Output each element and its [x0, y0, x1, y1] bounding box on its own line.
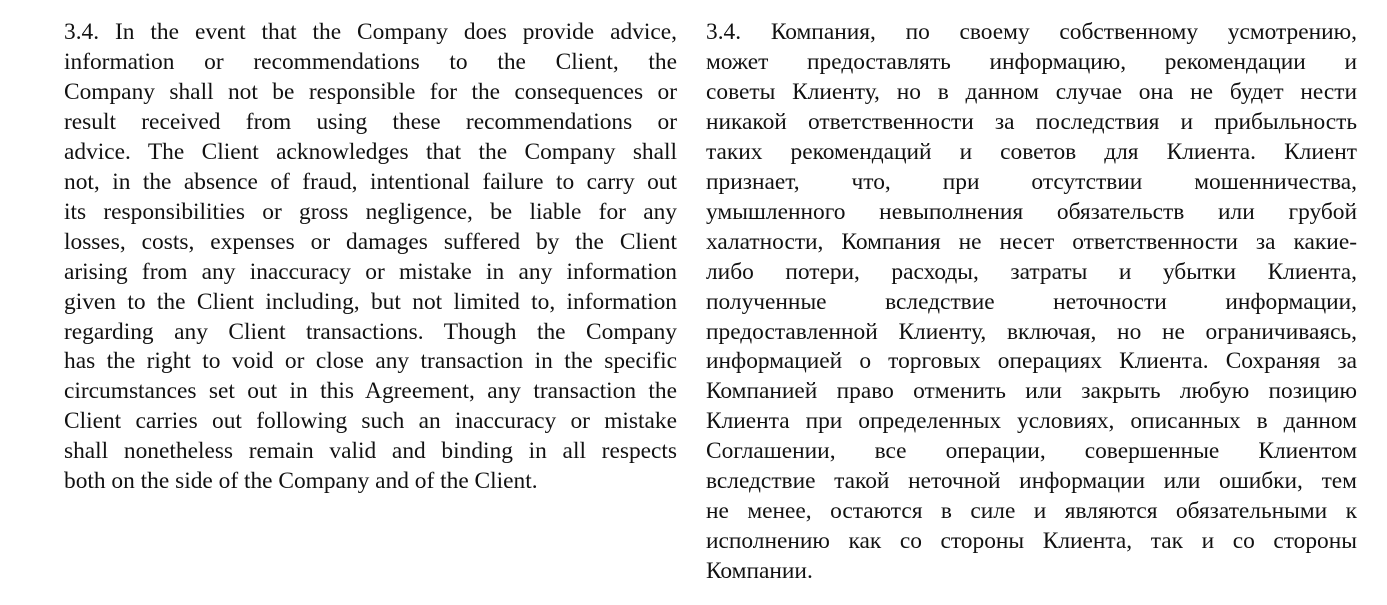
- russian-line: исполнению как со стороны Клиента, так и со стороны: [706, 528, 1357, 555]
- english-line: losses, costs, expenses or damages suffered by the Client: [64, 228, 677, 255]
- russian-line: таких рекомендаций и советов для Клиента. Клиент: [706, 138, 1357, 165]
- russian-line: не менее, остаются в силе и являются обязательными к: [706, 498, 1357, 525]
- russian-line: признает, что, при отсутствии мошенничества,: [706, 168, 1357, 195]
- russian-clause-column: [706, 18, 1357, 587]
- english-line: has the right to void or close any transaction in the specific: [64, 348, 677, 375]
- english-clause-column: [64, 18, 677, 497]
- russian-line: может предоставлять информацию, рекомендации и: [706, 48, 1357, 75]
- russian-line: халатности, Компания не несет ответственности за какие-: [706, 228, 1357, 255]
- russian-line: полученные вследствие неточности информации,: [706, 288, 1357, 315]
- english-line: Company shall not be responsible for the consequences or: [64, 78, 677, 105]
- russian-line: Компании.: [706, 558, 813, 585]
- english-line: advice. The Client acknowledges that the Company shall: [64, 138, 677, 165]
- russian-line: Клиента при определенных условиях, описанных в данном: [706, 408, 1357, 435]
- russian-line: либо потери, расходы, затраты и убытки Клиента,: [706, 258, 1357, 285]
- russian-line: предоставленной Клиенту, включая, но не ограничиваясь,: [706, 318, 1357, 345]
- english-line: shall nonetheless remain valid and binding in all respects: [64, 438, 677, 465]
- russian-line: Компанией право отменить или закрыть любую позицию: [706, 378, 1357, 405]
- english-line: result received from using these recommendations or: [64, 108, 677, 135]
- english-line: information or recommendations to the Client, the: [64, 48, 677, 75]
- english-line: both on the side of the Company and of the Client.: [64, 468, 538, 495]
- english-line: arising from any inaccuracy or mistake in any information: [64, 258, 677, 285]
- english-line: its responsibilities or gross negligence, be liable for any: [64, 198, 677, 225]
- russian-line: вследствие такой неточной информации или ошибки, тем: [706, 468, 1357, 495]
- english-line: given to the Client including, but not limited to, information: [64, 288, 677, 315]
- english-line: regarding any Client transactions. Though the Company: [64, 318, 677, 345]
- english-line: 3.4. In the event that the Company does provide advice,: [64, 19, 677, 45]
- english-line: circumstances set out in this Agreement, any transaction the: [64, 378, 677, 405]
- english-line: Client carries out following such an inaccuracy or mistake: [64, 408, 677, 435]
- russian-line: никакой ответственности за последствия и прибыльность: [706, 108, 1357, 135]
- russian-line: 3.4. Компания, по своему собственному усмотрению,: [706, 19, 1357, 45]
- russian-line: советы Клиенту, но в данном случае она не будет нести: [706, 78, 1357, 105]
- russian-line: умышленного невыполнения обязательств или грубой: [706, 198, 1357, 225]
- russian-line: Соглашении, все операции, совершенные Клиентом: [706, 438, 1357, 465]
- russian-line: информацией о торговых операциях Клиента. Сохраняя за: [706, 348, 1357, 375]
- english-line: not, in the absence of fraud, intentional failure to carry out: [64, 168, 677, 195]
